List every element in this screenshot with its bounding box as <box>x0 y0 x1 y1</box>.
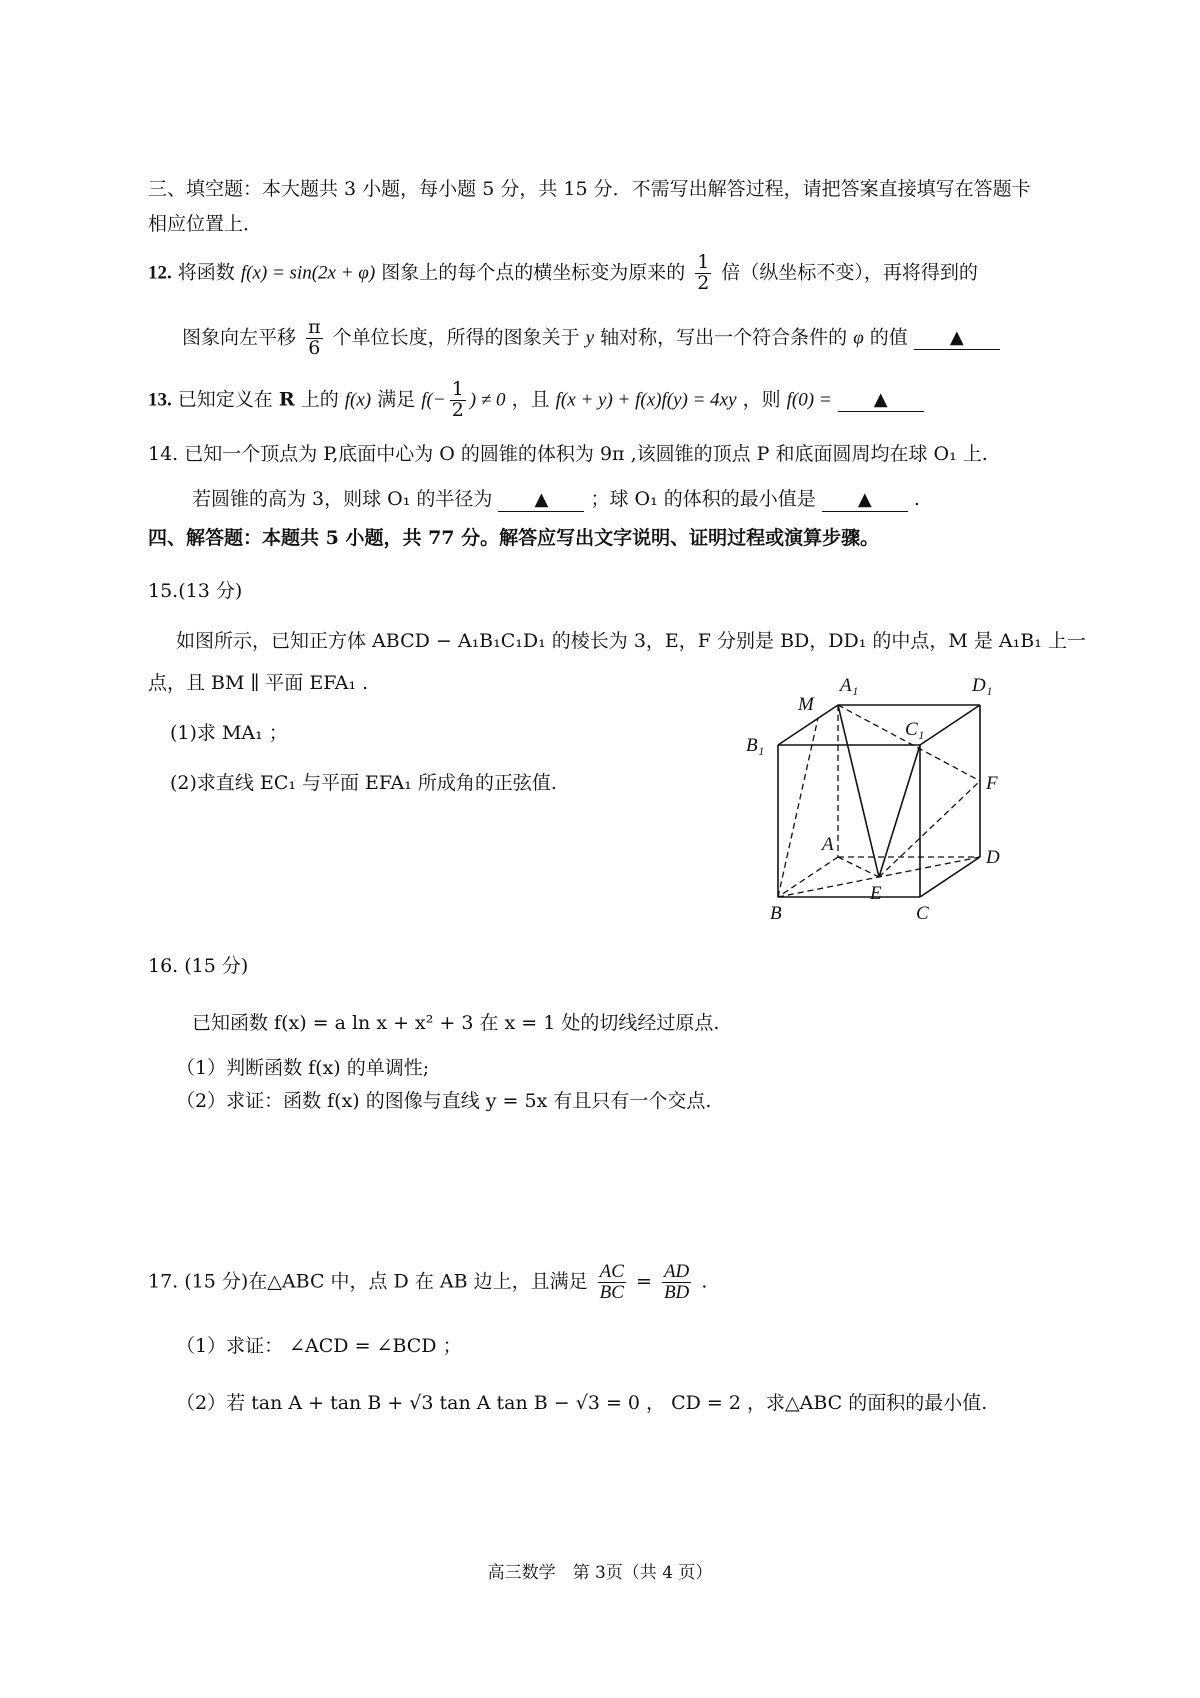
q12-answer-blank[interactable] <box>914 326 1000 350</box>
answer-triangle-icon: ▲ <box>857 489 872 510</box>
label-e: E <box>870 883 882 904</box>
q13-R: R <box>278 388 295 411</box>
q15-line1: 如图所示，已知正方体 ABCD − A₁B₁C₁D₁ 的棱长为 3，E，F 分别是 BD，DD₁ 的中点，M 是 A₁B₁ 上一 <box>176 630 1086 652</box>
q14-text: ；球 O₁ 的体积的最小值是 <box>590 488 816 510</box>
q14-text: . <box>913 488 920 510</box>
q13-ask: f(0) = <box>786 389 832 411</box>
section4-heading: 四、解答题：本题共 5 小题，共 77 分。解答应写出文字说明、证明过程或演算步骤。 <box>148 527 880 549</box>
q14-line2 <box>192 488 920 512</box>
label-b: B <box>770 903 782 924</box>
q12-line1 <box>148 253 978 294</box>
q14-answer-blank-1[interactable] <box>498 488 584 512</box>
q15-part1: (1)求 MA₁ ； <box>170 722 288 744</box>
page-footer: 高三数学 第 3页（共 4 页） <box>487 1563 713 1583</box>
q17-head-line <box>148 1262 707 1303</box>
q17-fraction-1: $\frac{AC}{BC}$ <box>599 1261 624 1303</box>
q12-text: 图象上的每个点的横坐标变为原来的 <box>381 261 686 284</box>
label-a: A <box>822 834 834 855</box>
q16-line1: 已知函数 f(x) = a ln x + x² + 3 在 x = 1 处的切线经过原点. <box>192 1012 720 1034</box>
q12-formula: f(x) = sin(2x + φ) <box>240 262 376 284</box>
q16-part2: （2）求证：函数 f(x) 的图像与直线 y = 5x 有且只有一个交点. <box>176 1090 712 1112</box>
q13-fx: f(x) <box>344 389 372 411</box>
q13-cond: ) ≠ 0 <box>469 389 506 411</box>
q13-text: ，且 <box>511 388 550 411</box>
q13-text: 已知定义在 <box>177 388 273 411</box>
q16-part1: （1）判断函数 f(x) 的单调性; <box>176 1057 430 1079</box>
q12-text: 的值 <box>869 326 908 349</box>
q13-answer-blank[interactable] <box>838 388 924 412</box>
q17-fraction-2: $\frac{AD}{BD}$ <box>663 1261 690 1303</box>
q12-line2 <box>182 318 1000 359</box>
label-b1: B₁ <box>746 735 765 756</box>
label-d1: D₁ <box>972 675 993 696</box>
edge-d1-c1 <box>920 705 980 745</box>
q13-cond: f(− <box>421 389 446 411</box>
label-c: C <box>916 903 929 924</box>
q12-text: 轴对称，写出一个符合条件的 <box>600 326 848 349</box>
q12-phi: φ <box>853 327 864 349</box>
q14-line1: 14. 已知一个顶点为 P,底面中心为 O 的圆锥的体积为 9π ,该圆锥的顶点 P 和底面圆周均在球 O₁ 上. <box>148 443 988 465</box>
label-m: M <box>798 694 814 715</box>
hidden-a1-f <box>838 705 980 781</box>
q12-text: 将函数 <box>177 261 235 284</box>
q14-answer-blank-2[interactable] <box>822 488 908 512</box>
answer-triangle-icon: ▲ <box>873 389 888 411</box>
q12-text: 个单位长度，所得的图象关于 <box>332 326 580 349</box>
q12-y: y <box>585 327 595 349</box>
section3-line1: 三、填空题：本大题共 3 小题，每小题 5 分，共 15 分．不需写出解答过程，请把答案直接填写在答题卡 <box>148 178 1031 200</box>
q17-part2: （2）若 tan A + tan B + √3 tan A tan B − √3 = 0 ， CD = 2 ，求△ABC 的面积的最小值. <box>176 1392 988 1414</box>
label-a1: A₁ <box>840 675 859 696</box>
q12-fraction-pi: $\frac{\pi}{6}$ <box>308 316 321 359</box>
answer-triangle-icon: ▲ <box>949 327 964 349</box>
q13-text: 满足 <box>377 388 416 411</box>
q17-equals: = <box>635 1270 652 1293</box>
q12-text: 倍（纵坐标不变），再将得到的 <box>721 261 978 284</box>
q13-text: 上的 <box>300 388 339 411</box>
q15-line2: 点，且 BM ∥ 平面 EFA₁ . <box>148 672 369 694</box>
q15-part2: (2)求直线 EC₁ 与平面 EFA₁ 所成角的正弦值. <box>170 772 557 794</box>
q13-equation: f(x + y) + f(x)f(y) = 4xy <box>555 389 737 411</box>
q13-line <box>148 380 924 421</box>
section3-line2: 相应位置上． <box>148 213 263 235</box>
q12-fraction: $\frac{1}{2}$ <box>697 251 710 294</box>
seg-a1-e <box>838 705 879 877</box>
answer-triangle-icon: ▲ <box>534 489 549 510</box>
q12-text: 图象向左平移 <box>182 326 297 349</box>
q14-text: 若圆锥的高为 3，则球 O₁ 的半径为 <box>192 488 493 510</box>
q13-text: ，则 <box>742 388 781 411</box>
cube-figure <box>740 665 1040 925</box>
label-d: D <box>986 847 1000 868</box>
q17-part1: （1）求证： ∠ACD = ∠BCD ； <box>176 1335 462 1357</box>
label-f: F <box>986 773 998 794</box>
label-c1: C₁ <box>905 719 925 740</box>
q13-fraction: $\frac{1}{2}$ <box>451 378 464 421</box>
hidden-a-e <box>838 857 879 877</box>
q16-head: 16. (15 分) <box>148 955 249 977</box>
q13-number: 13. <box>148 389 172 411</box>
q17-end: . <box>701 1270 708 1293</box>
q15-head: 15.(13 分) <box>148 580 243 602</box>
q17-head: 17. (15 分)在△ABC 中，点 D 在 AB 边上，且满足 <box>148 1270 588 1293</box>
q12-number: 12. <box>148 262 172 284</box>
